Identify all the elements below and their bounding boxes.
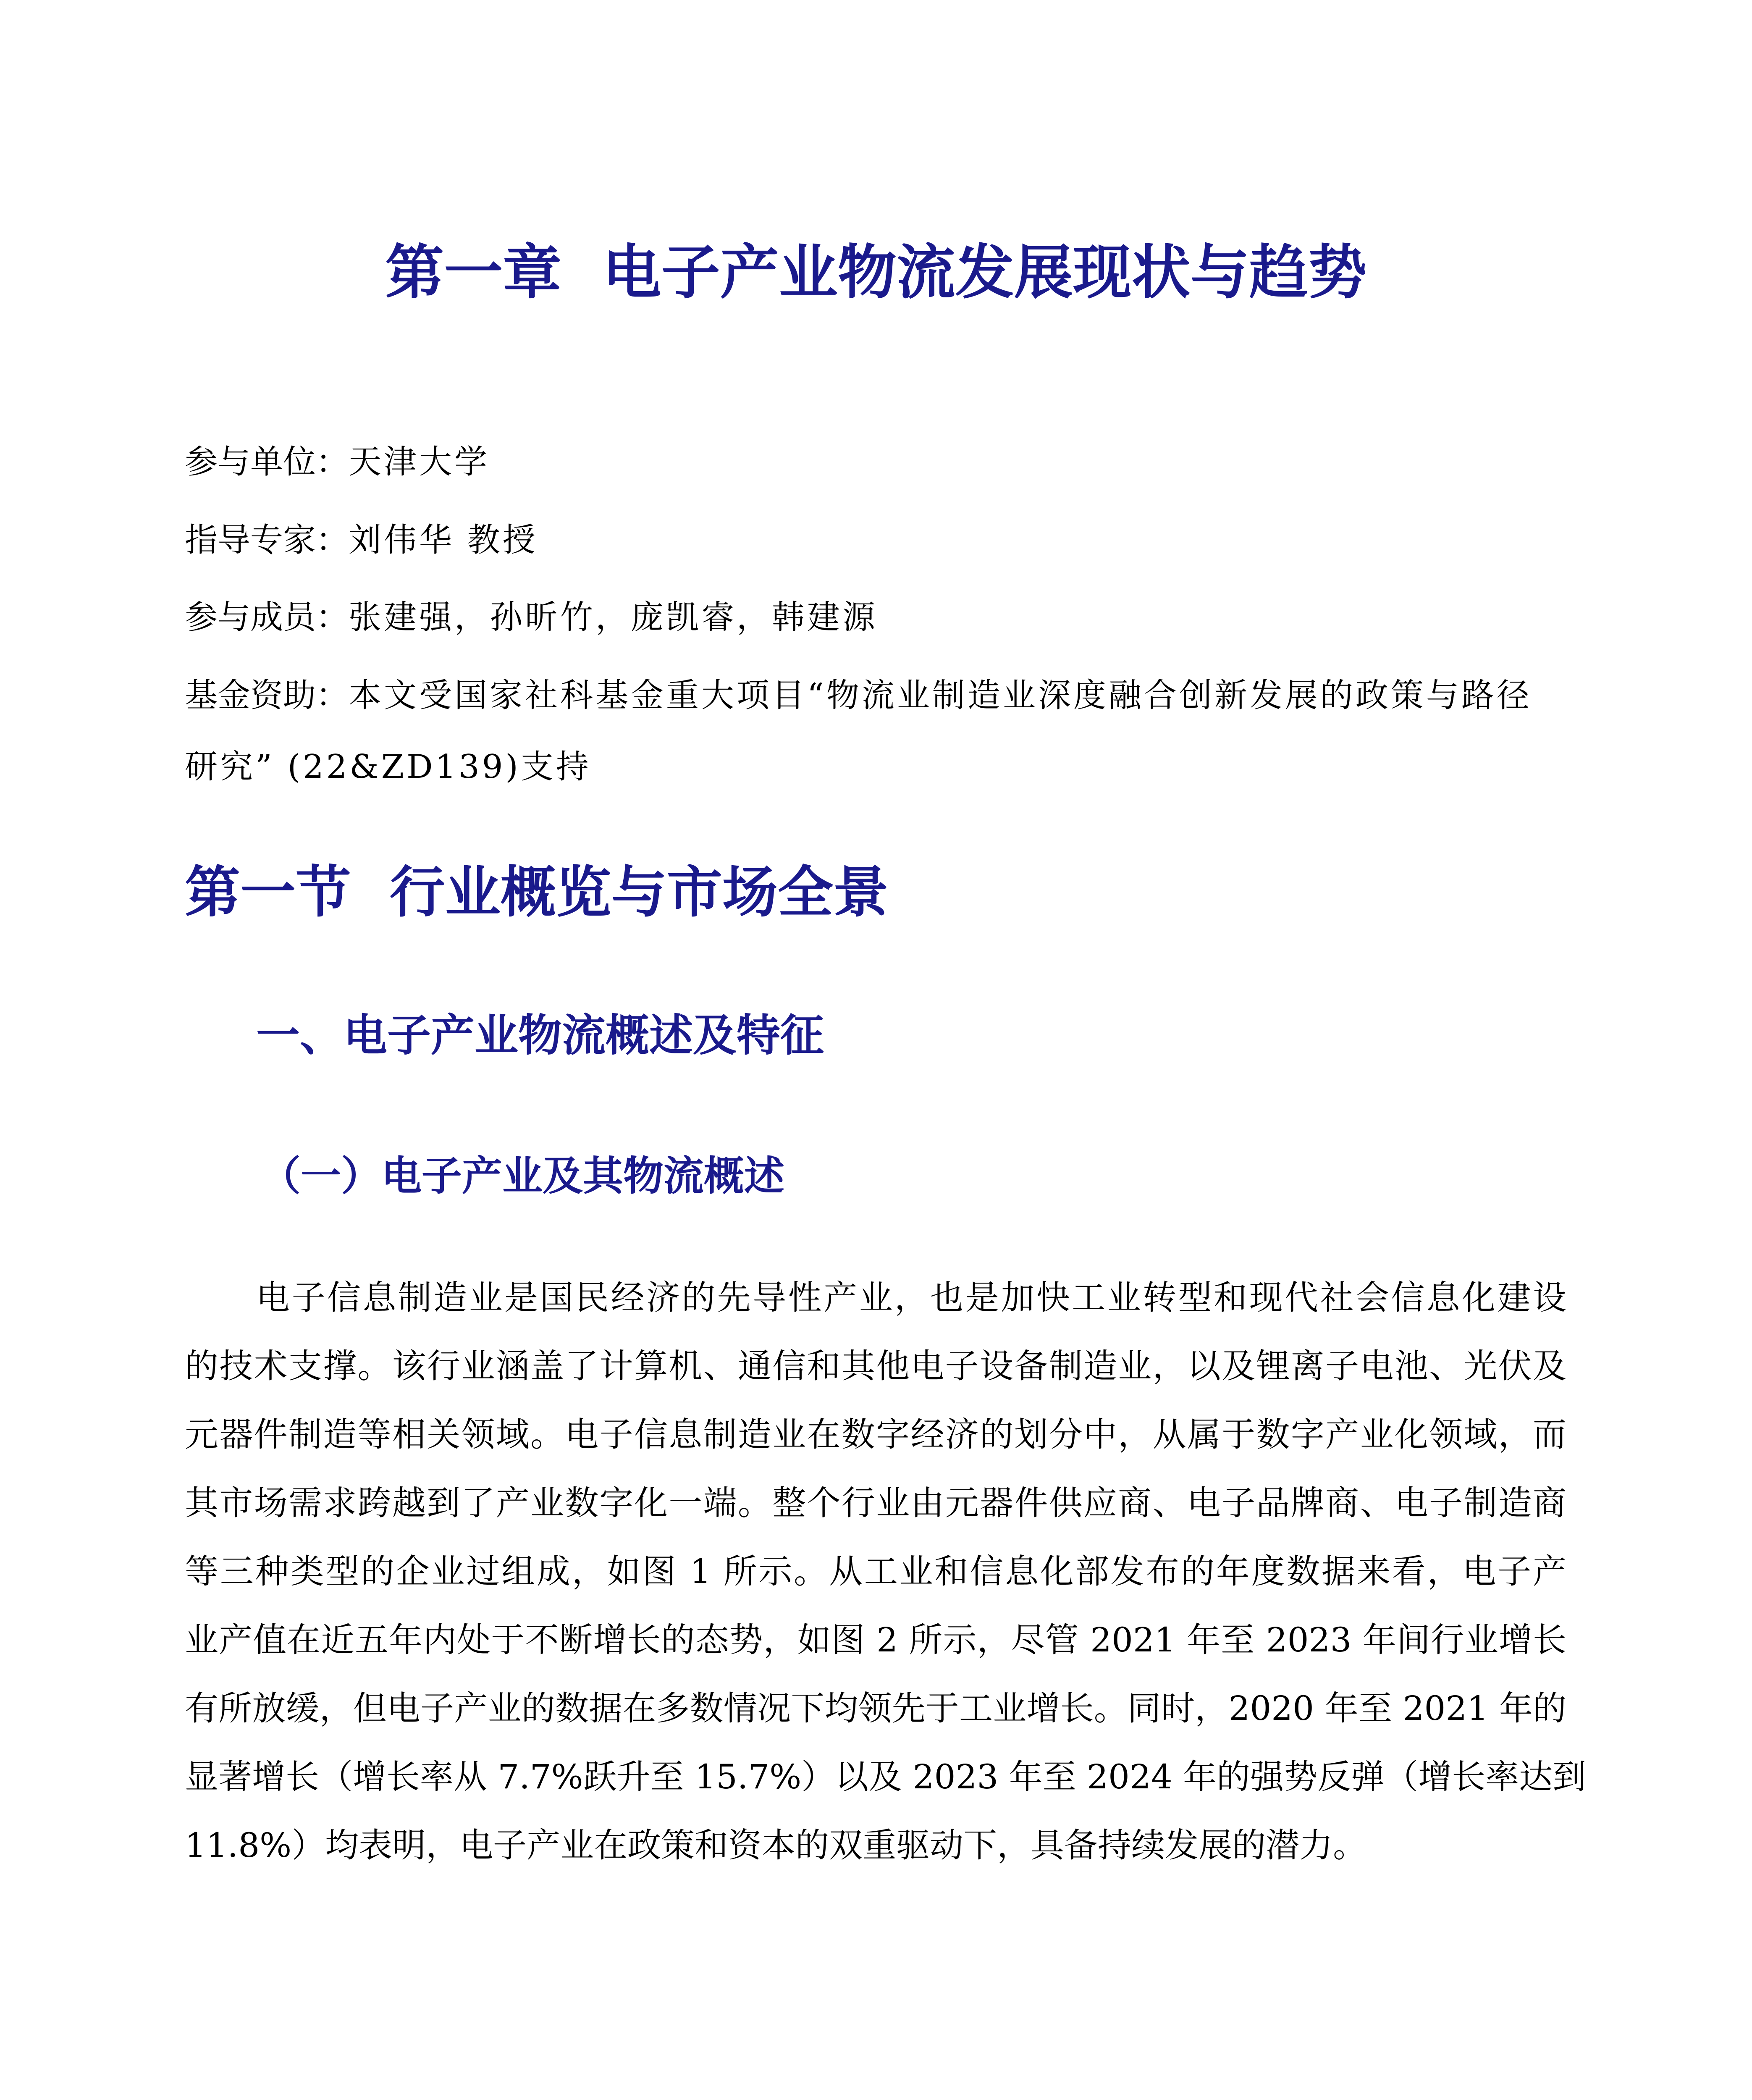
meta-funding-continuation <box>185 746 591 788</box>
paragraph-line: 的技术支撑。该行业涵盖了计算机、通信和其他电子设备制造业，以及锂离子电池、光伏及 <box>185 1347 1566 1386</box>
paragraph-line: 电子信息制造业是国民经济的先导性产业，也是加快工业转型和现代社会信息化建设 <box>256 1278 1566 1317</box>
section-title: 第一节 行业概览与市场全景 <box>185 860 889 925</box>
meta-members-value: 张建强，孙昕竹，庞凯睿，韩建源 <box>349 598 878 636</box>
subsubsection-title: （一）电子产业及其物流概述 <box>260 1152 784 1200</box>
paragraph-line: 元器件制造等相关领域。电子信息制造业在数字经济的划分中，从属于数字产业化领域，而 <box>185 1415 1566 1454</box>
paragraph-line: 等三种类型的企业过组成，如图 1 所示。从工业和信息化部发布的年度数据来看，电子产 <box>185 1552 1566 1591</box>
paragraph-line: 显著增长（增长率从 7.7%跃升至 15.7%）以及 2023 年至 2024 年的强势反弹（增长率达到 <box>185 1757 1587 1796</box>
meta-members <box>185 596 878 638</box>
paragraph-line: 其市场需求跨越到了产业数字化一端。整个行业由元器件供应商、电子品牌商、电子制造商 <box>185 1483 1566 1522</box>
paragraph-line: 有所放缓，但电子产业的数据在多数情况下均领先于工业增长。同时，2020 年至 2021 年的 <box>185 1689 1566 1728</box>
meta-advisor <box>185 519 538 561</box>
meta-advisor-label: 指导专家： <box>185 521 349 559</box>
meta-funding-value-line1: 本文受国家社科基金重大项目“物流业制造业深度融合创新发展的政策与路径 <box>349 677 1532 714</box>
meta-unit-value: 天津大学 <box>349 443 490 481</box>
meta-members-label: 参与成员： <box>185 598 349 636</box>
meta-unit-label: 参与单位： <box>185 443 349 481</box>
chapter-title: 第一章 电子产业物流发展现状与趋势 <box>385 239 1367 307</box>
paragraph-line: 业产值在近五年内处于不断增长的态势，如图 2 所示，尽管 2021 年至 2023 年间行业增长 <box>185 1620 1566 1659</box>
meta-funding-value-line2: 研究” (22&ZD139)支持 <box>185 748 591 786</box>
paragraph-line: 11.8%）均表明，电子产业在政策和资本的双重驱动下，具备持续发展的潜力。 <box>185 1826 1367 1865</box>
meta-advisor-value: 刘伟华 教授 <box>349 521 538 559</box>
subsection-title: 一、电子产业物流概述及特征 <box>256 1010 824 1061</box>
meta-funding-label: 基金资助： <box>185 677 349 714</box>
meta-funding <box>185 675 1532 717</box>
meta-participating-unit <box>185 441 490 483</box>
